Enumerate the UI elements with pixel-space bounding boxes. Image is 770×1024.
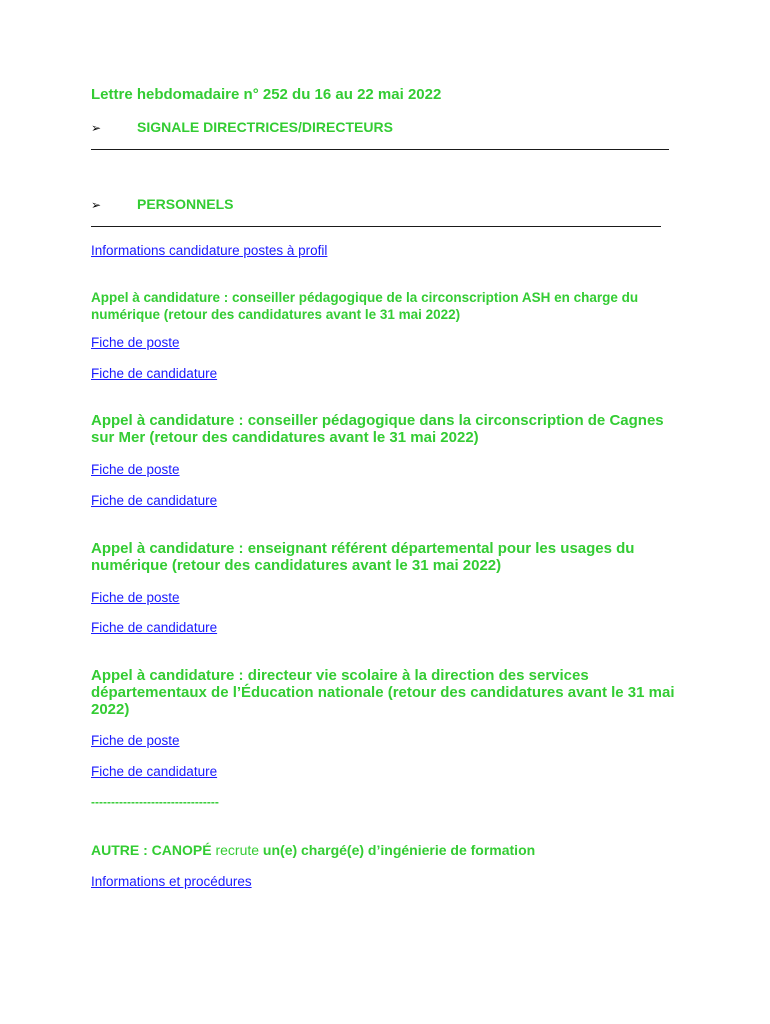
fiche-candidature-link-1[interactable]: Fiche de candidature	[91, 366, 218, 381]
appel-heading-2: Appel à candidature : conseiller pédagogique dans la circonscription de Cagnes sur Mer (retour des candidatures avant le 31 mai 2022)	[91, 412, 664, 446]
fiche-poste-link-3[interactable]: Fiche de poste	[91, 590, 180, 605]
fiche-poste-link-4[interactable]: Fiche de poste	[91, 733, 180, 748]
appel-heading-1: Appel à candidature : conseiller pédagogique de la circonscription ASH en charge du numérique (retour des candidatures avant le 31 mai 2022)	[91, 290, 639, 322]
fiche-candidature-link-4[interactable]: Fiche de candidature	[91, 764, 218, 779]
appel-heading-4: Appel à candidature : directeur vie scolaire à la direction des services départementaux de l’Éducation nationale (retour des candidatures avant le 31 mai 2022)	[91, 667, 675, 718]
section-signale	[91, 119, 393, 135]
section-personnels	[91, 196, 233, 212]
autre-recrute: recrute	[215, 842, 260, 858]
fiche-candidature-link-3[interactable]: Fiche de candidature	[91, 620, 218, 635]
section-signale-label: SIGNALE DIRECTRICES/DIRECTEURS	[137, 119, 393, 135]
arrow-bullet-icon: ➢	[91, 121, 102, 135]
separator-dashes: --------------------------------	[91, 795, 219, 809]
arrow-bullet-icon: ➢	[91, 198, 102, 212]
info-candidature-link[interactable]: Informations candidature postes à profil	[91, 243, 328, 258]
fiche-poste-link-1[interactable]: Fiche de poste	[91, 335, 180, 350]
page-title: Lettre hebdomadaire n° 252 du 16 au 22 mai 2022	[91, 86, 442, 103]
section-personnels-label: PERSONNELS	[137, 196, 234, 212]
appel-heading-3: Appel à candidature : enseignant référent départemental pour les usages du numérique (retour des candidatures avant le 31 mai 2022)	[91, 540, 635, 574]
fiche-candidature-link-2[interactable]: Fiche de candidature	[91, 493, 218, 508]
informations-procedures-link[interactable]: Informations et procédures	[91, 874, 252, 889]
autre-heading	[91, 842, 535, 858]
autre-suffix: un(e) chargé(e) d’ingénierie de formation	[262, 842, 536, 858]
fiche-poste-link-2[interactable]: Fiche de poste	[91, 462, 180, 477]
autre-prefix: AUTRE : CANOPÉ	[91, 842, 212, 858]
section-divider	[91, 226, 661, 227]
section-divider	[91, 149, 669, 150]
